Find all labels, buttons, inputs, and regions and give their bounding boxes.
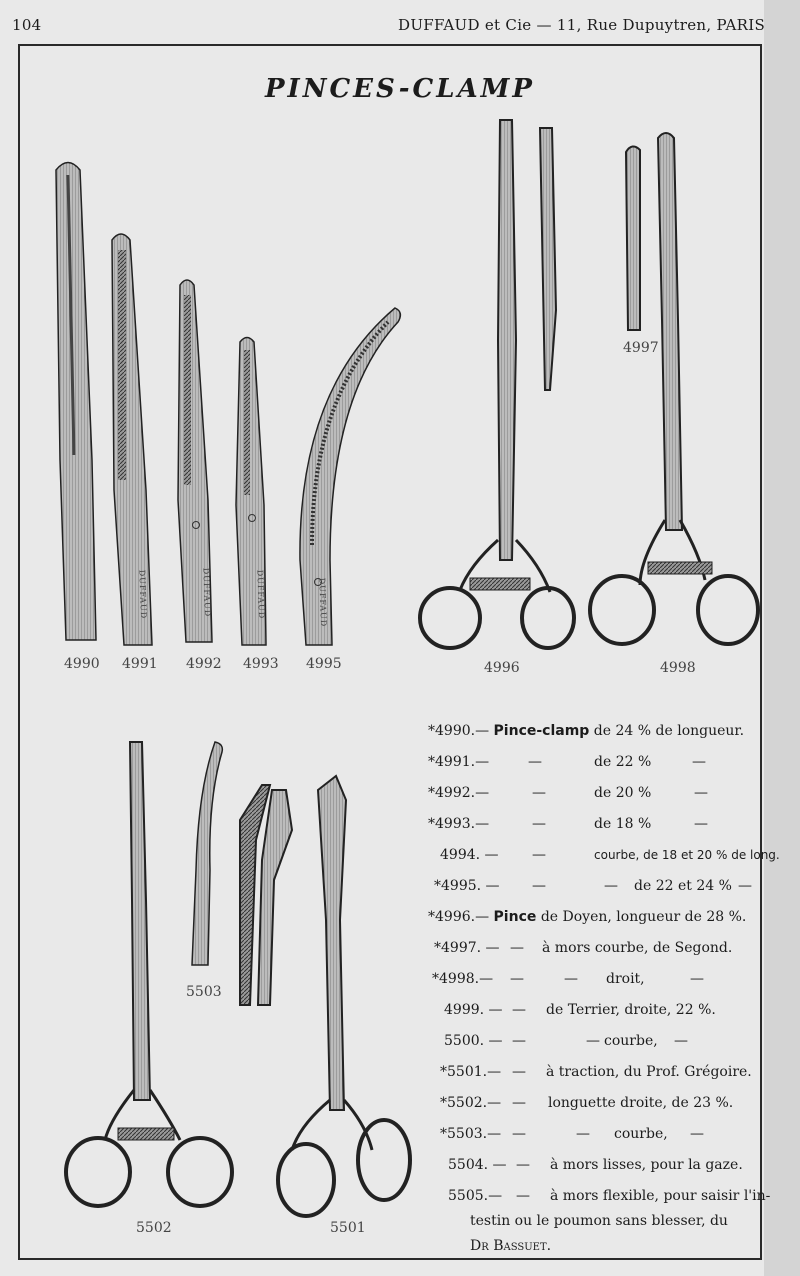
item-text: Dr Bassuet. — [470, 1238, 552, 1254]
ditto-mark: — — [516, 1188, 530, 1204]
figure-label-4992: 4992 — [186, 656, 222, 672]
item-number: 5504. — — [448, 1157, 507, 1173]
item-text: longuette droite, de 23 %. — [548, 1095, 734, 1111]
ditto-mark: — — [604, 878, 618, 894]
ditto-mark: — — [690, 971, 704, 987]
item-number: *4991.— — [428, 754, 490, 770]
item-number: *5502.— — [440, 1095, 502, 1111]
item-name: Pince — [493, 909, 537, 925]
item-length: de 18 % — [594, 816, 652, 832]
figure-label-4990: 4990 — [64, 656, 100, 672]
figure-label-4995: 4995 — [306, 656, 342, 672]
item-text: courbe, — [614, 1126, 668, 1142]
ditto-mark: — — [510, 971, 524, 987]
ditto-mark: — — [528, 754, 542, 770]
item-text: courbe, — [604, 1033, 658, 1049]
ditto-mark: — — [512, 1033, 526, 1049]
item-number: 4994. — — [440, 847, 499, 863]
running-header: DUFFAUD et Cie — 11, Rue Dupuytren, PARIS — [398, 16, 766, 34]
item-text: de Doyen, longueur de 28 %. — [540, 909, 747, 925]
item-number: 5505.— — [448, 1188, 503, 1204]
item-number: *4998.— — [432, 971, 494, 987]
item-number: *4996.— — [428, 909, 490, 925]
stamp-duffaud-4991: DUFFAUD — [137, 569, 149, 620]
ditto-mark: — — [510, 940, 524, 956]
item-text: testin ou le poumon sans blesser, du — [470, 1213, 728, 1229]
page-number: 104 — [12, 16, 42, 34]
item-text: à mors courbe, de Segond. — [542, 940, 733, 956]
figure-label-5503: 5503 — [186, 984, 222, 1000]
ditto-mark: — — [532, 878, 546, 894]
item-number: *4993.— — [428, 816, 490, 832]
item-number: 5500. — — [444, 1033, 503, 1049]
stamp-duffaud-4995: DUFFAUD — [317, 577, 329, 628]
ditto-mark: — — [576, 1126, 590, 1142]
figure-label-5501: 5501 — [330, 1220, 366, 1236]
list-item — [428, 716, 744, 747]
figure-label-4998: 4998 — [660, 660, 696, 676]
forceps-4996 — [420, 120, 574, 648]
item-length: de 22 % — [594, 754, 652, 770]
figure-label-4997: 4997 — [623, 340, 659, 356]
item-length: de 22 et 24 % — [634, 878, 732, 894]
clamp-4990 — [56, 163, 96, 641]
ditto-mark: — — [532, 847, 546, 863]
forceps-4998 — [590, 133, 758, 644]
ditto-mark: — — [516, 1157, 530, 1173]
ditto-mark: — — [512, 1002, 526, 1018]
ditto-mark: — — [512, 1126, 526, 1142]
ditto-mark: — — [512, 1095, 526, 1111]
ditto-mark: — — [738, 878, 752, 894]
ditto-mark: — — [674, 1033, 688, 1049]
ditto-mark: — — [694, 785, 708, 801]
item-number: *4997. — — [434, 940, 500, 956]
item-number: *5503.— — [440, 1126, 502, 1142]
item-length: de 20 % — [594, 785, 652, 801]
item-length: de 24 % — [593, 723, 652, 739]
item-text: droit, — [606, 971, 645, 987]
item-text: à mors lisses, pour la gaze. — [550, 1157, 743, 1173]
stamp-duffaud-4992: DUFFAUD — [201, 567, 213, 618]
ditto-mark: — — [690, 1126, 704, 1142]
figure-label-4993: 4993 — [243, 656, 279, 672]
page-title: PINCES-CLAMP — [265, 74, 535, 104]
clamp-5503 — [192, 742, 222, 965]
ditto-mark: — — [532, 785, 546, 801]
item-name: Pince-clamp — [493, 723, 590, 739]
item-text: courbe, de 18 et 20 % de long. — [594, 848, 780, 862]
ditto-mark: — — [586, 1033, 600, 1049]
item-text: à traction, du Prof. Grégoire. — [546, 1064, 752, 1080]
forceps-5501 — [278, 776, 410, 1216]
ditto-mark: — — [512, 1064, 526, 1080]
item-number: *5501.— — [440, 1064, 502, 1080]
item-text: à mors flexible, pour saisir l'in- — [550, 1188, 771, 1204]
figure-label-4991: 4991 — [122, 656, 158, 672]
stamp-duffaud-4993: DUFFAUD — [255, 569, 267, 620]
forceps-5504-jaws — [240, 785, 292, 1005]
ditto-mark: — — [692, 754, 706, 770]
item-text: de longueur. — [655, 723, 745, 739]
ditto-mark: — — [564, 971, 578, 987]
item-number: *4990.— — [428, 723, 490, 739]
clamp-4995 — [300, 308, 400, 645]
item-number: *4992.— — [428, 785, 490, 801]
ditto-mark: — — [694, 816, 708, 832]
item-number: 4999. — — [444, 1002, 503, 1018]
figure-label-5502: 5502 — [136, 1220, 172, 1236]
ditto-mark: — — [532, 816, 546, 832]
item-number: *4995. — — [434, 878, 500, 894]
list-item — [428, 902, 746, 933]
figure-label-4996: 4996 — [484, 660, 520, 676]
item-text: de Terrier, droite, 22 %. — [546, 1002, 716, 1018]
